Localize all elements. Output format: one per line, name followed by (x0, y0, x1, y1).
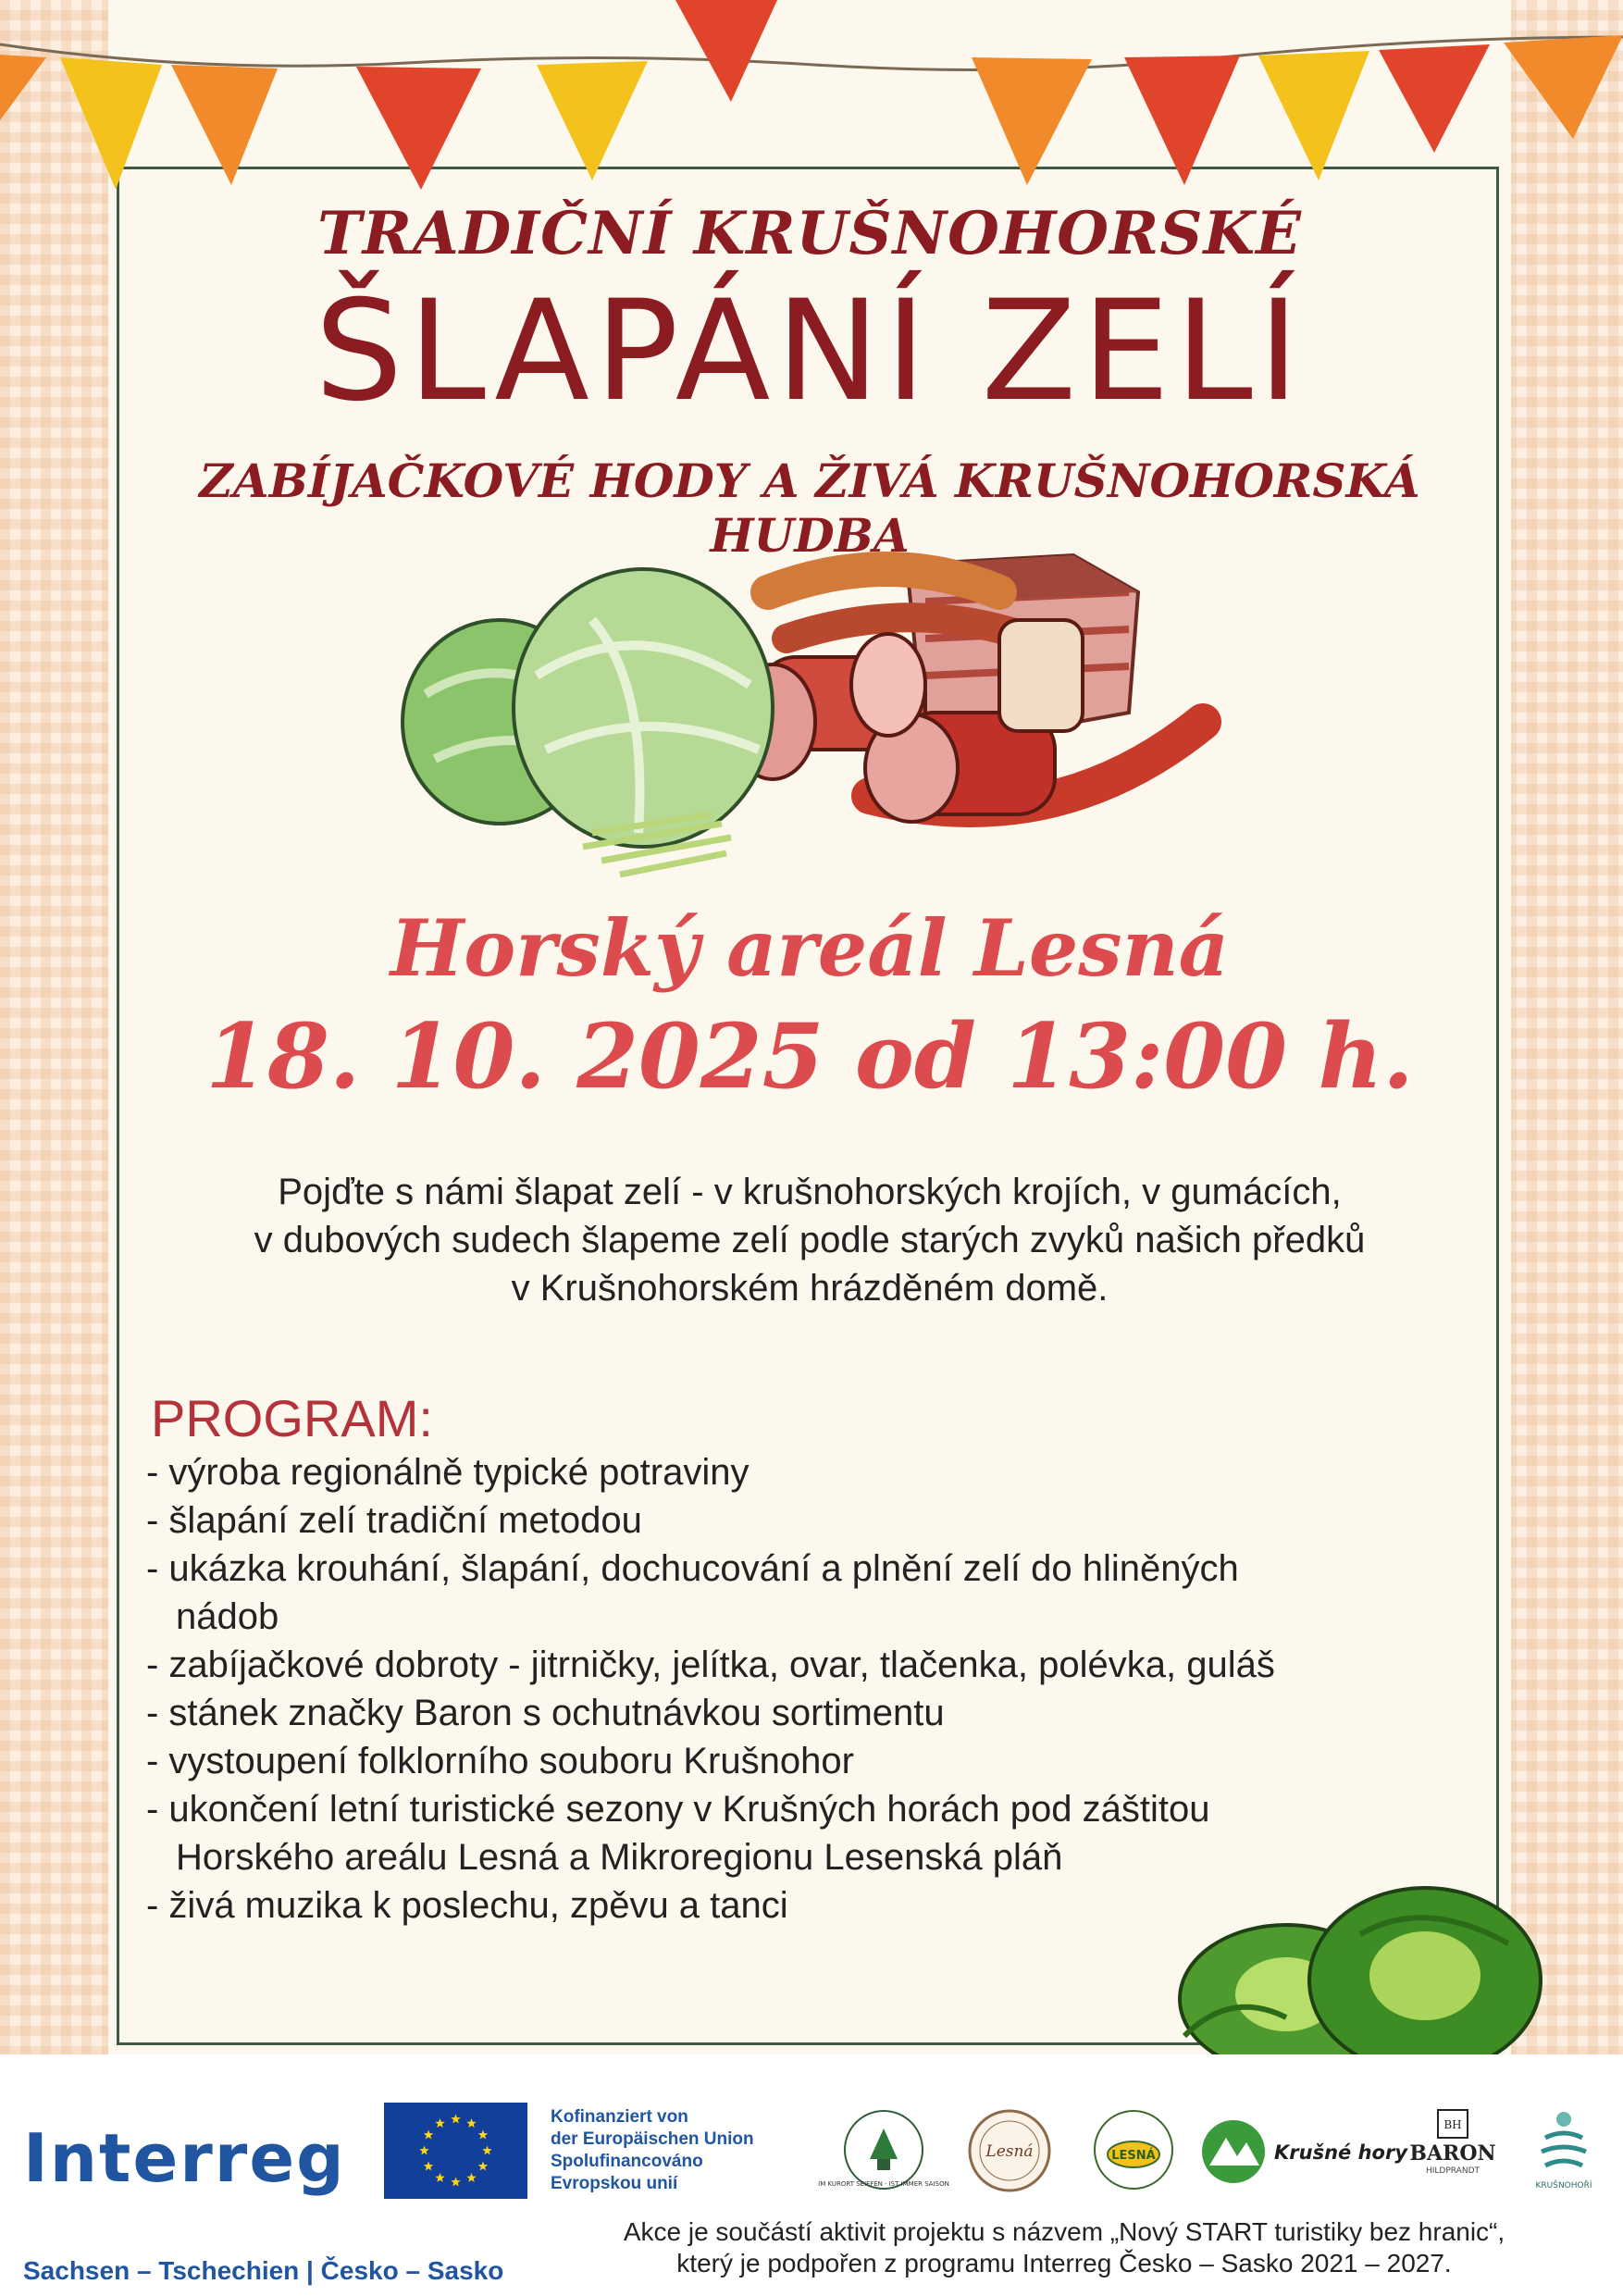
intro-line: v Krušnohorském hrázděném domě. (511, 1268, 1109, 1309)
horsky-klub-logo-text: LESNÁ (1111, 2149, 1156, 2163)
program-item: - vystoupení folklorního souboru Krušnohor (146, 1741, 854, 1781)
program-item: - ukázka krouhání, šlapání, dochucování a plnění zelí do hliněných (146, 1548, 1239, 1589)
program-item-continuation: nádob (176, 1596, 279, 1637)
title-eyebrow: TRADIČNÍ KRUŠNOHORSKÉ (317, 199, 1302, 268)
program-item: - zabíjačkové dobroty - jitrničky, jelítka, ovar, tlačenka, polévka, guláš (146, 1644, 1275, 1685)
venue: Horský areál Lesná (390, 902, 1230, 994)
project-note-line: který je podpořen z programu Interreg Česko – Sasko 2021 – 2027. (676, 2249, 1452, 2277)
eu-cofinancing-text (551, 2106, 754, 2195)
krusne-hory-logo-text: Krušné hory (1274, 2141, 1408, 2164)
baron-logo-text: BARON (1409, 2141, 1496, 2166)
program-item-continuation: Horského areálu Lesná a Mikroregionu Lesenská pláň (176, 1837, 1063, 1878)
program-list (146, 1448, 1479, 1930)
tagline: ZABÍJAČKOVÉ HODY A ŽIVÁ KRUŠNOHORSKÁ HUDBA (199, 453, 1420, 563)
seiffen-logo (818, 2108, 949, 2191)
eu-text-line: Evropskou unií (551, 2174, 678, 2193)
program-item: - živá muzika k poslechu, zpěvu a tanci (146, 1885, 788, 1926)
krusnohori-logo (1518, 2101, 1610, 2193)
program-item: - ukončení letní turistické sezony v Krušných horách pod záštitou (146, 1789, 1210, 1830)
interreg-logo: Interreg (23, 2119, 346, 2197)
cabbage-and-sausages-illustration (407, 537, 1240, 879)
baron-logo (1406, 2108, 1499, 2191)
program-item: - výroba regionálně typické potraviny (146, 1452, 750, 1493)
krusnohori-logo-text: KRUŠNOHOŘÍ (1535, 2181, 1592, 2191)
seiffen-logo-text: IM KURORT SEIFFEN · IST IMMER SAISON (818, 2180, 949, 2188)
event-datetime: 18. 10. 2025 od 13:00 h. (205, 1004, 1414, 1109)
program-item: - stánek značky Baron s ochutnávkou sortimentu (146, 1693, 945, 1733)
interreg-region: Sachsen – Tschechien | Česko – Sasko (23, 2256, 504, 2285)
eu-flag-icon (384, 2103, 527, 2199)
intro-paragraph (111, 1168, 1508, 1312)
program-heading: PROGRAM: (151, 1389, 433, 1447)
svg-text:BH: BH (1443, 2118, 1462, 2131)
corner-cabbage-illustration (1175, 1879, 1527, 2064)
eu-text-line: Kofinanziert von (551, 2107, 688, 2127)
eu-text-line: Spolufinancováno (551, 2152, 703, 2171)
krusne-hory-logo (1198, 2115, 1408, 2189)
program-item: - šlapání zelí tradiční metodou (146, 1500, 642, 1541)
horsky-klub-lesna-logo (1092, 2108, 1175, 2191)
intro-line: Pojďte s námi šlapat zelí - v krušnohorských krojích, v gumácích, (278, 1172, 1342, 1212)
lesna-areal-logo (967, 2108, 1052, 2193)
project-note (555, 2216, 1573, 2279)
baron-logo-subtext: HILDPRANDT (1426, 2166, 1480, 2176)
intro-line: v dubových sudech šlapeme zelí podle starých zvyků našich předků (254, 1220, 1366, 1260)
project-note-line: Akce je součástí aktivit projektu s názvem „Nový START turistiky bez hranic“, (623, 2217, 1505, 2246)
eu-text-line: der Europäischen Union (551, 2129, 754, 2149)
bunting-decoration (0, 0, 1623, 213)
main-headline: ŠLAPÁNÍ ZELÍ (315, 271, 1305, 432)
lesna-areal-logo-text: Lesná (985, 2142, 1034, 2161)
